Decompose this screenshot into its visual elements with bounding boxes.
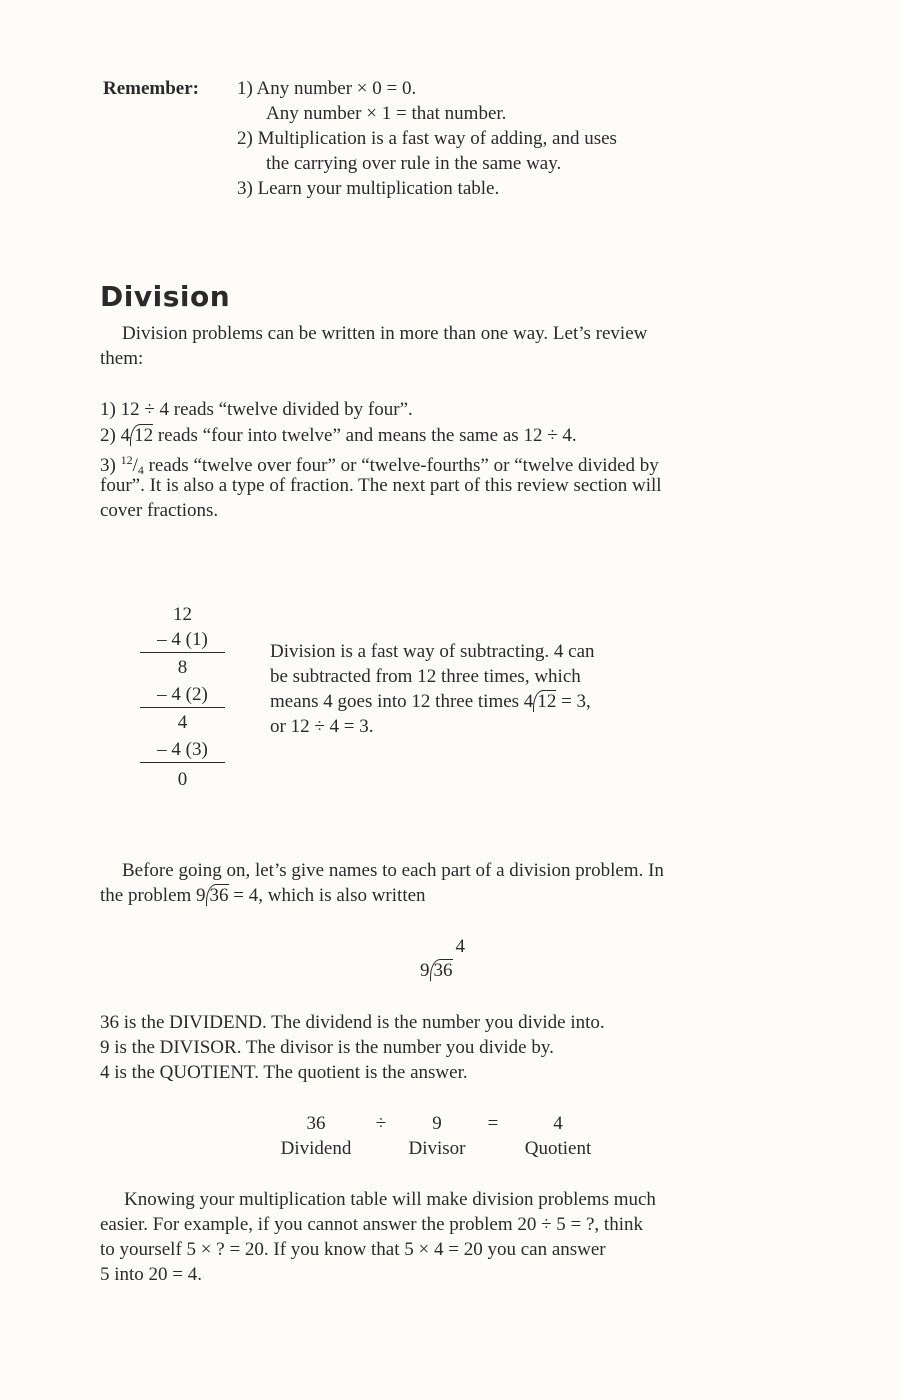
subtraction-result: 0 [177,769,188,790]
long-division-symbol: 12 [130,424,153,446]
quotient: 4 [455,936,465,957]
closing-line-4: 5 into 20 = 4. [100,1264,203,1285]
way-2: 2) 4 12 reads “four into twelve” and means the same as 12 ÷ 4. [100,425,577,446]
remember-item-2b: the carrying over rule in the same way. [266,153,562,174]
equation-quotient: 4 [553,1113,563,1134]
subtraction-step: – 4 (3) [140,738,225,763]
fraction-numerator: 12 [120,453,133,467]
label-divisor: Divisor [408,1138,466,1159]
equation-dividend: 36 [306,1113,326,1134]
divide-sign: ÷ [375,1113,387,1134]
fraction-denominator: 4 [137,463,144,477]
subtraction-step: – 4 (1) [140,628,225,653]
dividend: 36 [430,959,453,981]
definition-dividend: 36 is the DIVIDEND. The dividend is the number you divide into. [100,1012,605,1033]
closing-line-3: to yourself 5 × ? = 20. If you know that 5 × 4 = 20 you can answer [100,1239,606,1260]
closing-line-2: easier. For example, if you cannot answer the problem 20 ÷ 5 = ?, think [100,1214,643,1235]
equals-sign: = [487,1113,499,1134]
names-intro-line-1: Before going on, let’s give names to each part of a division problem. In [122,860,664,881]
long-division-symbol: 12 [533,690,556,712]
long-division-symbol: 36 [206,884,229,906]
long-division-display [420,935,470,983]
remember-label: Remember: [103,78,200,99]
remember-item-1: 1) Any number × 0 = 0. [237,78,417,99]
equation-divisor: 9 [432,1113,442,1134]
explain-line-2: be subtracted from 12 three times, which [270,666,581,687]
remember-item-2: 2) Multiplication is a fast way of adding, and uses [237,128,617,149]
subtraction-start: 12 [173,604,192,625]
subtraction-step: – 4 (2) [140,683,225,708]
label-dividend: Dividend [280,1138,352,1159]
definition-quotient: 4 is the QUOTIENT. The quotient is the answer. [100,1062,468,1083]
section-heading: Division [100,280,231,313]
explain-line-3: means 4 goes into 12 three times 4 12 = 3, [270,691,591,712]
explain-line-4: or 12 ÷ 4 = 3. [270,716,374,737]
intro-line-2: them: [100,348,144,369]
way-3-line-2: four”. It is also a type of fraction. The next part of this review section will [100,475,662,496]
explain-line-1: Division is a fast way of subtracting. 4 can [270,641,595,662]
subtraction-result: 8 [177,657,188,678]
remember-item-1b: Any number × 1 = that number. [266,103,507,124]
closing-line-1: Knowing your multiplication table will make division problems much [124,1189,656,1210]
repeated-subtraction [140,602,225,797]
intro-line-1: Division problems can be written in more than one way. Let’s review [122,323,648,344]
divisor: 9 [420,960,430,981]
way-1: 1) 12 ÷ 4 reads “twelve divided by four”. [100,399,413,420]
label-quotient: Quotient [524,1138,592,1159]
remember-item-3: 3) Learn your multiplication table. [237,178,500,199]
names-intro-line-2: the problem 9 36 = 4, which is also written [100,885,426,906]
definition-divisor: 9 is the DIVISOR. The divisor is the number you divide by. [100,1037,554,1058]
way-3: 3) $^{12}/_4$ reads “twelve over four” or “twelve-fourths” or “twelve divided by [100,453,659,477]
way-3-line-3: cover fractions. [100,500,219,521]
subtraction-result: 4 [177,712,188,733]
